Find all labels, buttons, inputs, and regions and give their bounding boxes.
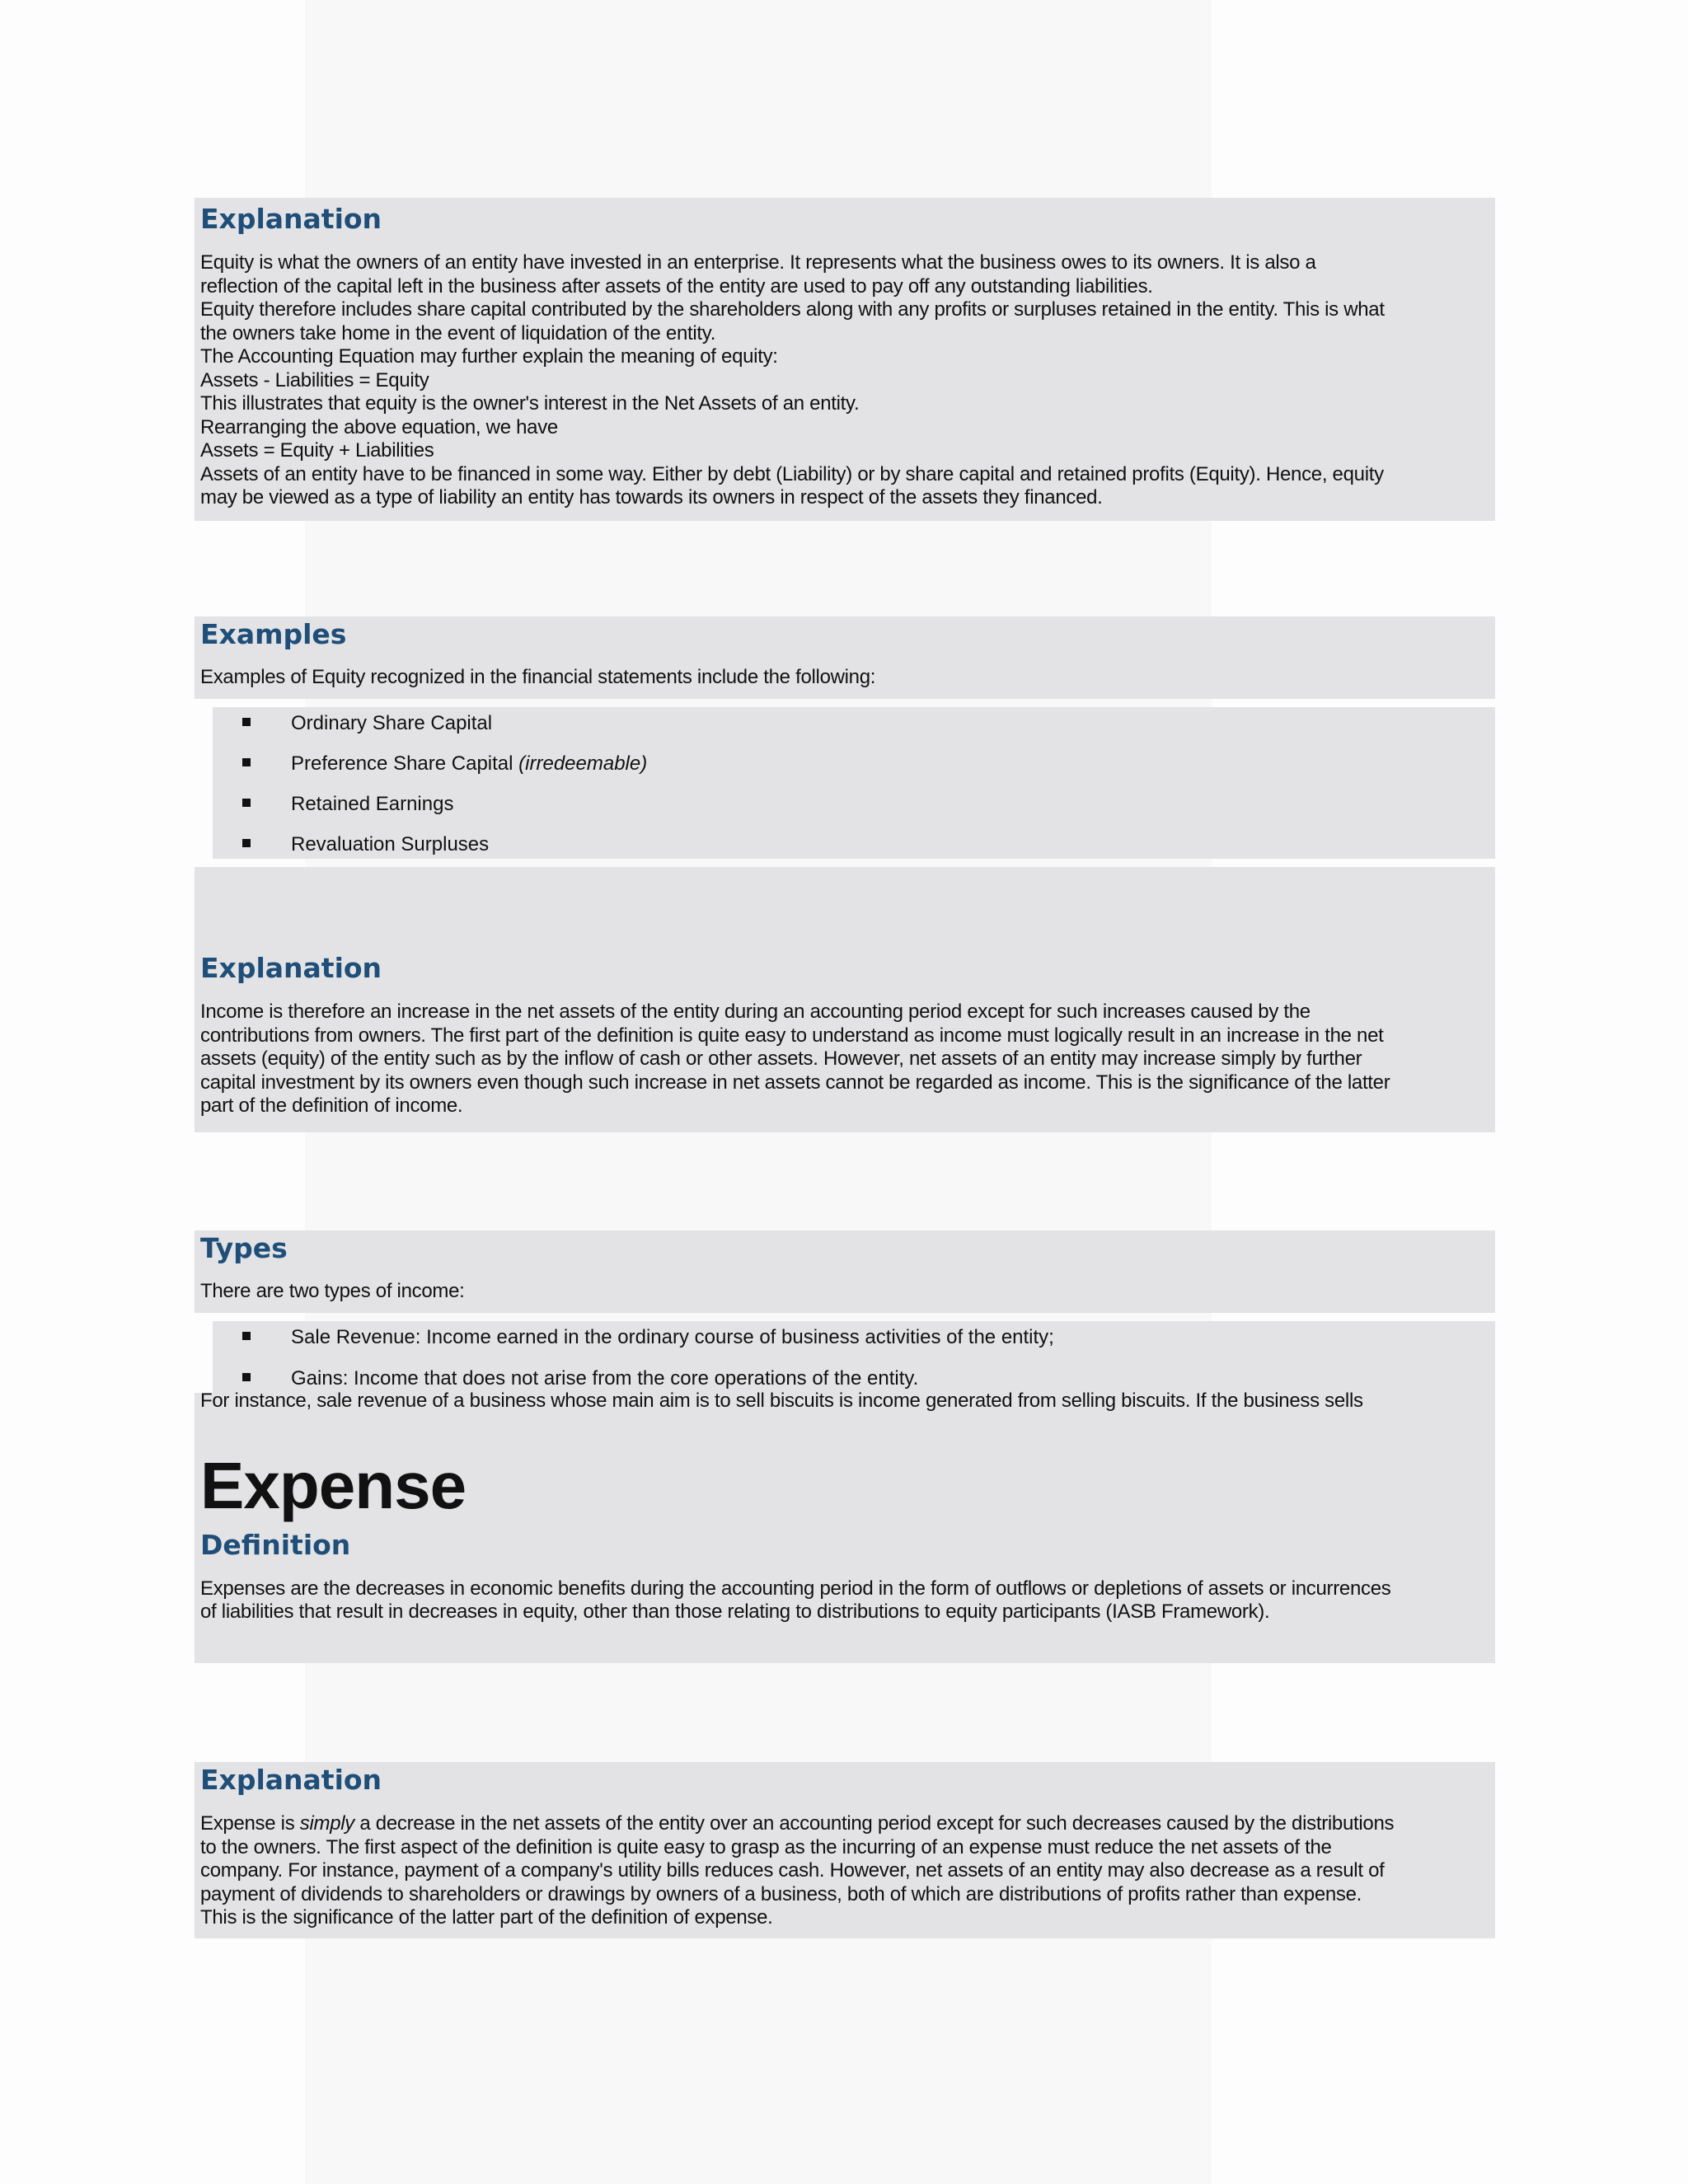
income-types-section <box>195 1230 1495 1313</box>
income-explanation-section <box>195 867 1495 1132</box>
text-line: Rearranging the above equation, we have <box>200 415 558 438</box>
equity-examples-section <box>195 616 1495 699</box>
section-heading: Explanation <box>200 203 382 235</box>
text-line: capital investment by its owners even though such increase in net assets cannot be regarded as income. This is the significance of the latter <box>200 1071 1390 1094</box>
expense-section <box>195 1390 1495 1663</box>
section-heading: Types <box>200 1232 288 1264</box>
text-line: Equity is what the owners of an entity have invested in an enterprise. It represents what the business owes to its owners. It is also a <box>200 251 1316 274</box>
section-heading: Explanation <box>200 1764 382 1796</box>
list-item: Preference Share Capital (irredeemable) <box>213 748 1495 788</box>
text-line: of liabilities that result in decreases in equity, other than those relating to distributions to equity participants (IASB Framework). <box>200 1601 1270 1623</box>
equity-examples-list <box>213 707 1495 859</box>
text-line: Expense is simply a decrease in the net assets of the entity over an accounting period except for such decreases caused by the distributions <box>200 1812 1395 1835</box>
equity-explanation-section <box>195 198 1495 521</box>
text-line: the owners take home in the event of liquidation of the entity. <box>200 321 716 344</box>
list-item: Retained Earnings <box>213 788 1495 828</box>
expense-explanation-section <box>195 1762 1495 1938</box>
bullet-icon <box>242 1373 251 1381</box>
bullet-list <box>213 1321 1495 1394</box>
bullet-list <box>213 707 1495 869</box>
paragraph <box>200 1577 1489 1624</box>
bullet-icon <box>242 758 251 766</box>
text-line: to the owners. The first aspect of the definition is quite easy to grasp as the incurring of an expense must reduce the net assets of the <box>200 1835 1332 1858</box>
bullet-icon <box>242 839 251 847</box>
text-line: contributions from owners. The first part of the definition is quite easy to understand as income must logically result in an increase in the net <box>200 1024 1384 1047</box>
text-line: Income is therefore an increase in the net assets of the entity during an accounting period except for such increases caused by the <box>200 1001 1311 1023</box>
text-line: This illustrates that equity is the owner's interest in the Net Assets of an entity. <box>200 392 860 415</box>
text-line: Assets - Liabilities = Equity <box>200 368 429 391</box>
text-line: part of the definition of income. <box>200 1094 463 1117</box>
intro-text: Examples of Equity recognized in the financial statements include the following: <box>200 666 876 688</box>
bullet-icon <box>242 718 251 726</box>
page-title: Expense <box>200 1448 467 1522</box>
section-heading: Definition <box>200 1528 351 1561</box>
section-heading: Examples <box>200 618 347 650</box>
text-line: Equity therefore includes share capital contributed by the shareholders along with any profits or surpluses retained in the entity. This is what <box>200 298 1385 321</box>
list-item: Sale Revenue: Income earned in the ordinary course of business activities of the entity; <box>213 1321 1495 1362</box>
list-item: Gains: Income that does not arise from the core operations of the entity. <box>213 1362 1495 1394</box>
text-line: reflection of the capital left in the business after assets of the entity are used to pay off any outstanding liabilities. <box>200 274 1153 298</box>
continuation-text: For instance, sale revenue of a business whose main aim is to sell biscuits is income generated from selling biscuits. If the business sells <box>200 1390 1363 1412</box>
paragraph <box>200 251 1489 510</box>
intro-text: There are two types of income: <box>200 1280 465 1302</box>
text-line: Assets of an entity have to be financed in some way. Either by debt (Liability) or by share capital and retained profits (Equity). Hence, equity <box>200 462 1384 485</box>
bullet-icon <box>242 1332 251 1340</box>
text-line: assets (equity) of the entity such as by the inflow of cash or other assets. However, net assets of an entity may increase simply by further <box>200 1047 1362 1070</box>
section-heading: Explanation <box>200 952 382 984</box>
text-line: may be viewed as a type of liability an entity has towards its owners in respect of the assets they financed. <box>200 486 1103 509</box>
text-line: payment of dividends to shareholders or drawings by owners of a business, both of which are distributions of profits rather than expense. <box>200 1882 1362 1905</box>
bullet-icon <box>242 799 251 807</box>
paragraph <box>200 1812 1489 1930</box>
text-line: The Accounting Equation may further explain the meaning of equity: <box>200 345 778 368</box>
text-line: Expenses are the decreases in economic benefits during the accounting period in the form of outflows or depletions of assets or incurrences <box>200 1577 1391 1600</box>
text-line: This is the significance of the latter part of the definition of expense. <box>200 1906 773 1929</box>
text-line: Assets = Equity + Liabilities <box>200 439 434 462</box>
paragraph <box>200 1001 1489 1118</box>
text-line: company. For instance, payment of a company's utility bills reduces cash. However, net assets of an entity may also decrease as a result of <box>200 1859 1385 1882</box>
list-item: Ordinary Share Capital <box>213 707 1495 748</box>
list-item: Revaluation Surpluses <box>213 828 1495 869</box>
income-types-list <box>213 1321 1495 1394</box>
